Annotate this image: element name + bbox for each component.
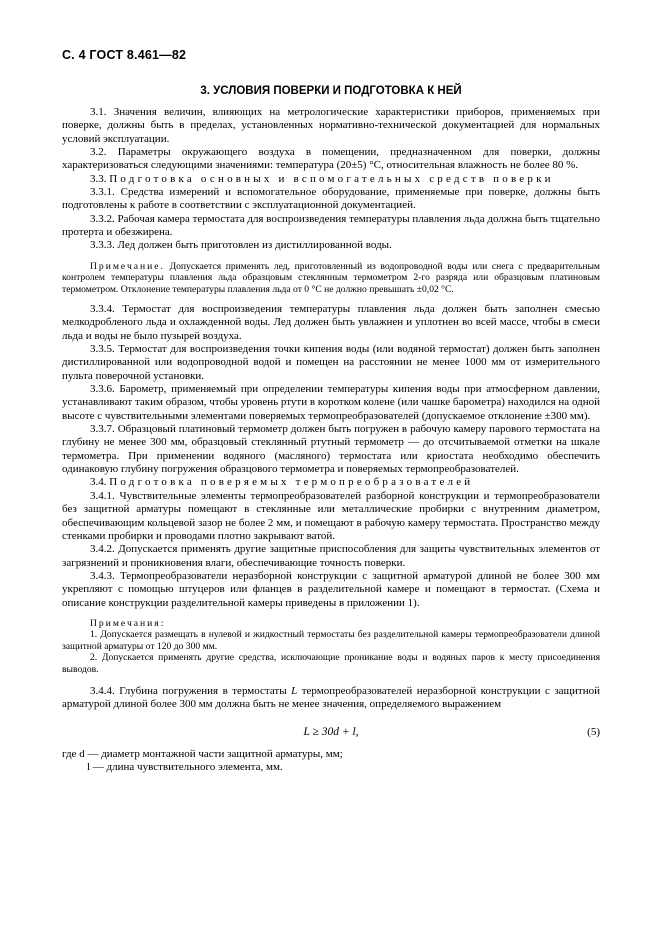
document-body (62, 106, 600, 774)
paragraph-3-4-2: 3.4.2. Допускается применять другие защитные приспособления для защиты чувствительных элементов от загрязнений и проникновения влаги, обеспечивающие точность поверки. (62, 543, 600, 569)
subsection-3-4-number: 3.4. (90, 476, 107, 489)
paragraph-3-4-3: 3.4.3. Термопреобразователи неразборной конструкции с защитной арматурой длиной не более 300 мм укрепляют с помощью штуцеров или фланцев в разделительной камере и помещают в термостат. (Схема и описание конструкции разделительной камеры приведены в приложении 1). (62, 569, 600, 609)
note-1-label: Примечание. (90, 260, 165, 272)
paragraph-3-1: 3.1. Значения величин, влияющих на метрологические характеристики приборов, применяемых при поверке, должны быть в пределах, установленных нормативно-технической документацией для нормальных условий эксплуатации. (62, 106, 600, 145)
note-2-item-1: 1. Допускается размещать в нулевой и жидкостный термостаты без разделительной камеры термопреобразователи длиной защитной арматуры от 120 до 300 мм. (62, 629, 600, 652)
notes-2 (62, 618, 600, 675)
notes-2-title: Примечания: (90, 617, 166, 629)
paragraph-3-3-4: 3.3.4. Термостат для воспроизведения температуры плавления льда должен быть заполнен смесью мелкодробленого льда и охлажденной воды. Лед должен быть увлажнен и уплотнен во всей массе, чтобы в смеси льда и воды не было пузырей воздуха. (62, 303, 600, 342)
formula-text: L ≥ 30d + l, (303, 725, 359, 738)
formula-number: (5) (587, 725, 600, 738)
subsection-3-4-title: Подготовка поверяемых термопреобразователей (109, 476, 474, 489)
section-title: 3. УСЛОВИЯ ПОВЕРКИ И ПОДГОТОВКА К НЕЙ (200, 85, 462, 97)
paragraph-3-4-4-end: термопреобразователей неразборной конструкции с защитной арматурой длиной более 300 мм должна быть не менее значения, определяемого выражением (62, 684, 600, 711)
subsection-3-3-heading (62, 173, 600, 186)
page-header: С. 4 ГОСТ 8.461—82 (62, 48, 187, 62)
paragraph-3-3-7: 3.3.7. Образцовый платиновый термометр должен быть погружен в рабочую камеру парового термостата на глубину не менее 300 мм, образцовый стеклянный ртутный термометр — до отсчитываемой отметки на шкале термометра. При применении водяного (масляного) термостата или криостата необходимо обеспечить одинаковую глубину погружения образцового термометра и поверяемых термопреобразователей. (62, 423, 600, 476)
paragraph-3-3-3: 3.3.3. Лед должен быть приготовлен из дистиллированной воды. (90, 239, 392, 252)
symbol-L: L (291, 684, 298, 697)
paragraph-3-2: 3.2. Параметры окружающего воздуха в помещении, предназначенном для поверки, должны характеризоваться следующими значениями: температура (20±5) °C, относительная влажность не более 80 %. (62, 146, 600, 172)
note-1-text: Допускается применять лед, приготовленный из водопроводной воды или снега с предварительным контролем температуры плавления льда образцовым стеклянным термометром 2-го разряда или образцовым платиновым термометром. Отклонение температуры плавления льда от 0 °C не должно превышать ±0,02 °C. (62, 260, 600, 295)
paragraph-3-3-1: 3.3.1. Средства измерений и вспомогательное оборудование, применяемые при поверке, должны быть подготовлены к работе в соответствии с эксплуатационной документацией. (62, 186, 600, 212)
paragraph-3-4-4-start: 3.4.4. Глубина погружения в термостаты (90, 684, 292, 697)
where-l: l — длина чувствительного элемента, мм. (87, 760, 283, 773)
paragraph-3-3-5: 3.3.5. Термостат для воспроизведения точки кипения воды (или водяной термостат) должен быть заполнен дистиллированной или водопроводной водой и помещен на расстоянии не менее 1000 мм от измерительного пульта поверочной установки. (62, 343, 600, 382)
formula-expression (62, 726, 600, 739)
paragraph-3-3-2: 3.3.2. Рабочая камера термостата для воспроизведения температуры плавления льда должна быть тщательно протерта и обезжирена. (62, 212, 600, 239)
subsection-3-3-title: Подготовка основных и вспомогательных средств поверки (109, 172, 554, 185)
subsection-3-4-heading (62, 476, 600, 489)
formula-5 (62, 720, 600, 748)
paragraph-3-4-1: 3.4.1. Чувствительные элементы термопреобразователей разборной конструкции и термопреобразователи без защитной арматуры помещают в стеклянные или металлические пробирки с внутренним диаметром, обеспечивающим кольцевой зазор не более 2 мм, и помещают в рабочую камеру термостата. Пространство между стенками пробирки и проводами плотно закрывают ватой. (62, 489, 600, 542)
subsection-3-3-number: 3.3. (90, 172, 107, 185)
note-1 (62, 261, 600, 295)
paragraph-3-4-4 (62, 685, 600, 712)
where-d: где d — диаметр монтажной части защитной арматуры, мм; (62, 747, 343, 760)
note-2-item-2: 2. Допускается применять другие средства, исключающие проникание воды и водяных паров к месту присоединения выводов. (62, 652, 600, 675)
paragraph-3-3-6: 3.3.6. Барометр, применяемый при определении температуры кипения воды при атмосферном давлении, устанавливают таким образом, чтобы уровень ртути в коротком колене (или чашке барометра) находился на одной высоте с чувствительными элементами поверяемых термопреобразователей (допускаемое отклонение ±300 мм). (62, 383, 600, 422)
